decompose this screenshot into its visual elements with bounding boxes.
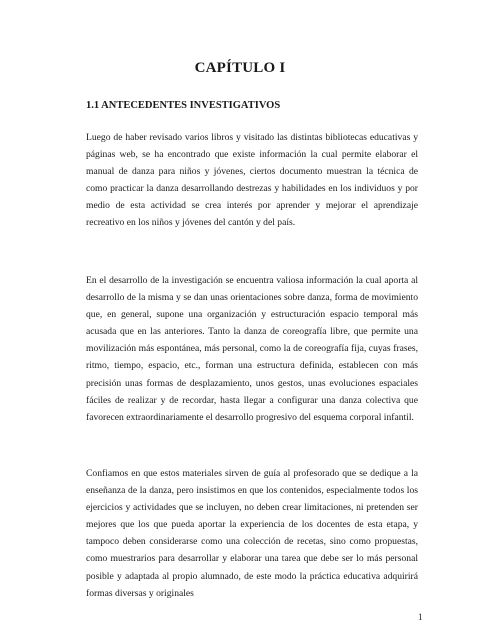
chapter-title: CAPÍTULO I: [194, 60, 286, 76]
paragraph-2: En el desarrollo de la investigación se encuentra valiosa información la cual aporta al desarrollo de la misma y se dan unas orientaciones sobre danza, forma de movimiento que, en general, supone una organización y estructuración espacio temporal más acusada que en las anteriores. Tanto la danza de coreografía libre, que permite una movilización más espontánea, más personal, como la de coreografía fija, cuyas frases, ritmo, tiempo, espacio, etc., forman una estructura definida, establecen con más precisión unas formas de desplazamiento, unos gestos, unas evoluciones espaciales fáciles de realizar y de recordar, hasta llegar a configurar una danza colectiva que favorecen extraordinariamente el desarrollo progresivo del esquema corporal infantil.: [86, 275, 418, 423]
paragraph-3: Confiamos en que estos materiales sirven de guía al profesorado que se dedique a la enseñanza de la danza, pero insistimos en que los contenidos, especialmente todos los ejercicios y actividades que se incluyen, no deben crear limitaciones, ni pretenden ser mejores que los que pueda aportar la experiencia de los docentes de esta etapa, y tampoco deben considerarse como una colección de recetas, sino como propuestas, como muestrarios para desarrollar y elaborar una tarea que debe ser lo más personal posible y adaptada al propio alumnado, de este modo la práctica educativa adquirirá formas diversas y originales: [86, 468, 418, 599]
paragraph-1: Luego de haber revisado varios libros y visitado las distintas bibliotecas educativas y páginas web, se ha encontrado que existe información la cual permite elaborar el manual de danza para niños y jóvenes, ciertos documento muestran la técnica de como practicar la danza desarrollando destrezas y habilidades en los individuos y por medio de esta actividad se crea interés por aprender y mejorar el aprendizaje recreativo en los niños y jóvenes del cantón y del país.: [86, 132, 418, 229]
section-heading: 1.1 ANTECEDENTES INVESTIGATIVOS: [86, 100, 281, 111]
page-number: 1: [418, 612, 423, 622]
